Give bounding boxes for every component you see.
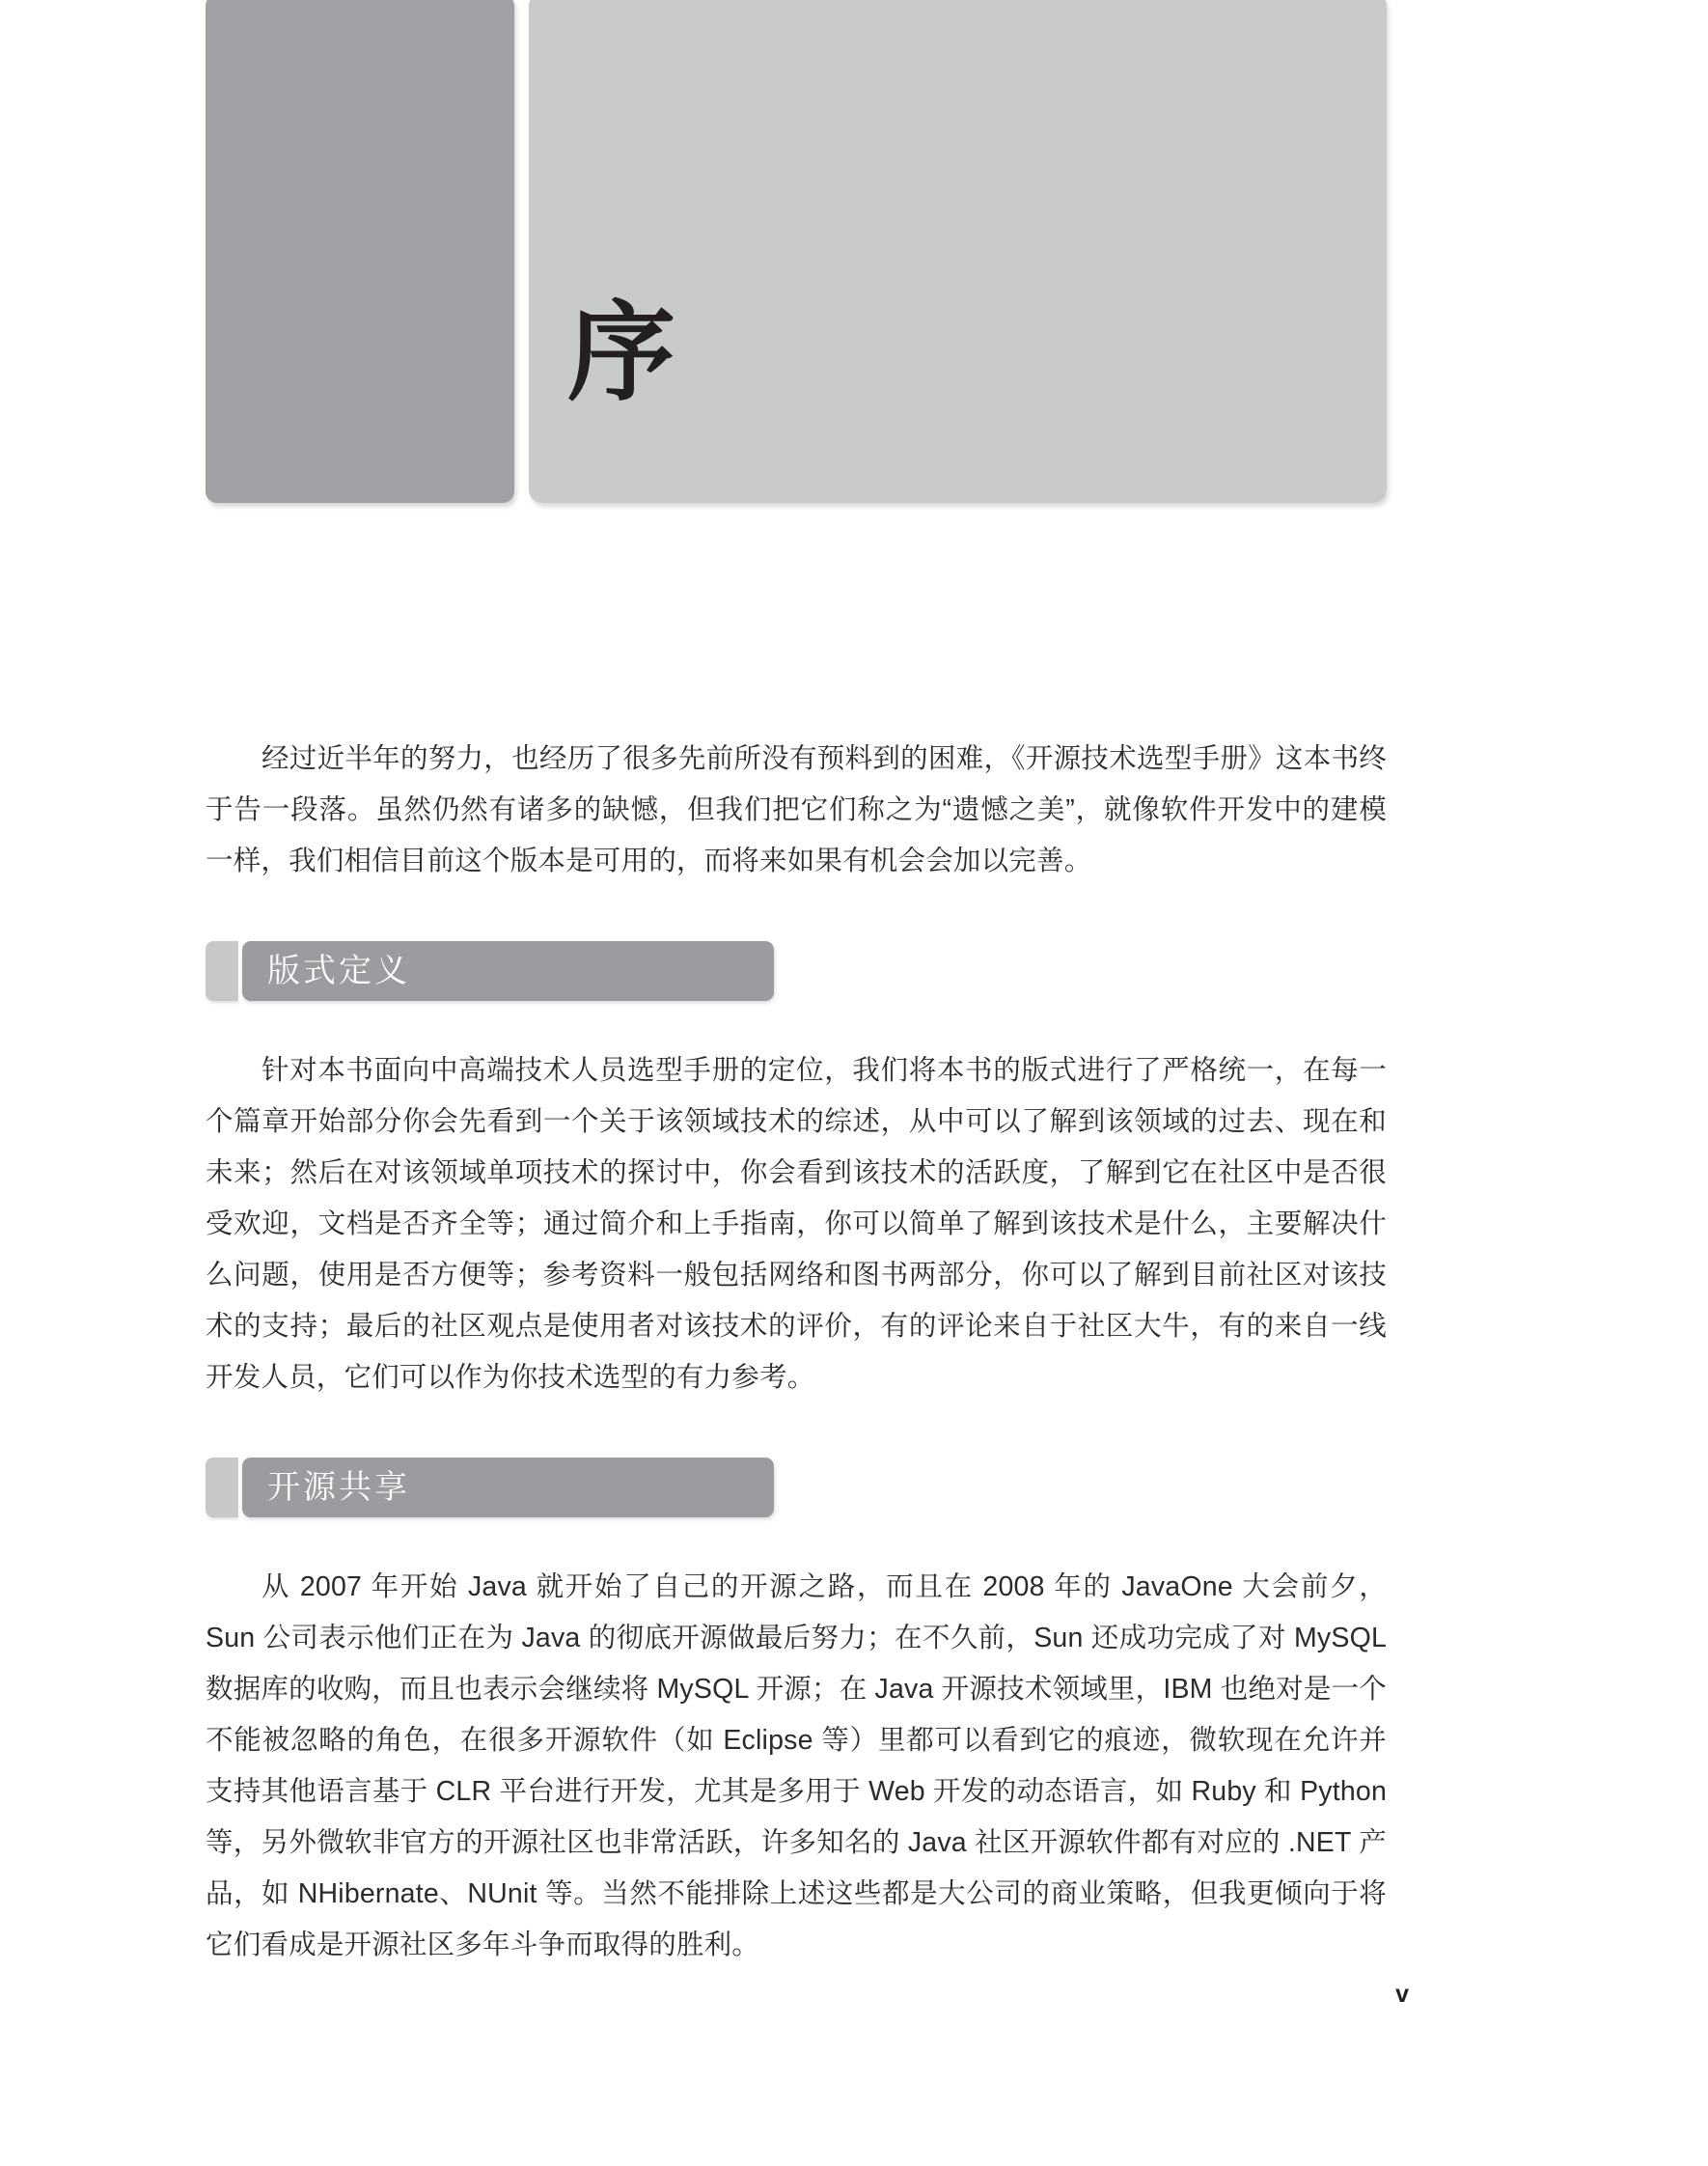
heading-bar (242, 1458, 774, 1517)
spacer (206, 887, 1387, 941)
section-heading-label: 版式定义 (267, 952, 410, 990)
intro-paragraph: 经过近半年的努力，也经历了很多先前所没有预料到的困难，《开源技术选型手册》这本书终于告一段落。虽然仍然有诸多的缺憾，但我们把它们称之为“遗憾之美”，就像软件开发中的建模一样，我们相信目前这个版本是可用的，而将来如果有机会会加以完善。 (206, 743, 1387, 876)
chapter-banner (0, 0, 1708, 521)
section-body-open-source-sharing: 从 2007 年开始 Java 就开始了自己的开源之路，而且在 2008 年的 JavaOne 大会前夕，Sun 公司表示他们正在为 Java 的彻底开源做最后努力；在不久前，Sun 还成功完成了对 MySQL 数据库的收购，而且也表示会继续将 MySQL 开源；在 Java 开源技术领域里，IBM 也绝对是一个不能被忽略的角色，在很多开源软件（如 Eclipse 等）里都可以看到它的痕迹，微软现在允许并支持其他语言基于 CLR 平台进行开发，尤其是多用于 Web 开发的动态语言，如 Ruby 和 Python 等，另外微软非官方的开源社区也非常活跃，许多知名的 Java 社区开源软件都有对应的 .NET 产品，如 NHibernate、NUnit 等。当然不能排除上述这些都是大公司的商业策略，但我更倾向于将它们看成是开源社区多年斗争而取得的胜利。 (206, 1571, 1387, 1960)
spacer (206, 1403, 1387, 1458)
section-body-format-definition: 针对本书面向中高端技术人员选型手册的定位，我们将本书的版式进行了严格统一，在每一个篇章开始部分你会先看到一个关于该领域技术的综述，从中可以了解到该领域的过去、现在和未来；然后在对该领域单项技术的探讨中，你会看到该技术的活跃度，了解到它在社区中是否很受欢迎，文档是否齐全等；通过简介和上手指南，你可以简单了解到该技术是什么，主要解决什么问题，使用是否方便等；参考资料一般包括网络和图书两部分，你可以了解到目前社区对该技术的支持；最后的社区观点是使用者对该技术的评价，有的评论来自于社区大牛，有的来自一线开发人员，它们可以作为你技术选型的有力参考。 (206, 1055, 1387, 1393)
page-content (206, 734, 1387, 1971)
heading-bar (242, 941, 774, 1001)
page-number: v (1395, 1981, 1409, 2008)
chapter-title: 序 (567, 291, 675, 416)
heading-accent-tab (206, 941, 238, 1001)
section-heading-format-definition (206, 941, 1387, 1001)
section-heading-open-source-sharing (206, 1458, 1387, 1517)
heading-accent-tab (206, 1458, 238, 1517)
section-heading-label: 开源共享 (267, 1468, 410, 1507)
spacer (206, 1517, 1387, 1562)
banner-light-block (529, 0, 1387, 503)
banner-dark-block (206, 0, 514, 503)
spacer (206, 1001, 1387, 1045)
